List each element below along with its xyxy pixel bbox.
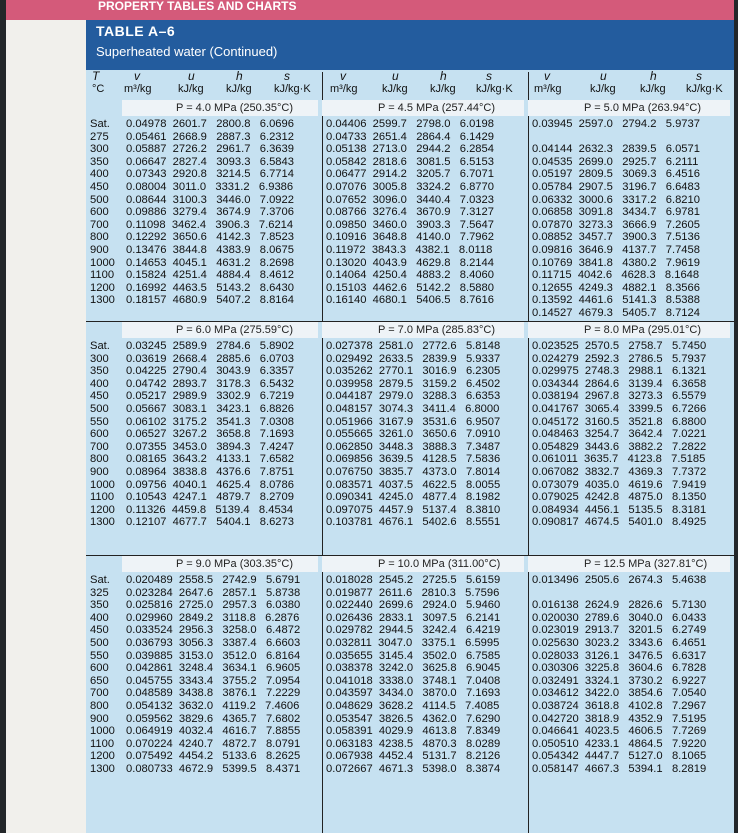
table-row: 0.11972 3843.3 4382.1 8.0118 [326,243,493,256]
table-row: 0.054829 3443.6 3882.2 7.2822 [532,440,707,453]
table-row: 0.07652 3096.0 3440.4 7.0323 [326,193,494,206]
table-row: 0.070224 4240.7 4872.7 8.0791 [126,737,301,750]
col-header-u-3 [590,70,616,96]
table-row: 0.076750 3835.7 4373.0 7.8014 [326,465,501,478]
temperature-column [90,574,115,776]
temperature-cell: 400 [90,168,109,181]
table-row: 0.090341 4245.0 4877.4 8.1982 [326,491,501,504]
table-row: 0.041018 3338.0 3748.1 7.0408 [326,674,501,687]
table-row: 0.064919 4032.4 4616.7 7.8855 [126,725,301,738]
table-row: 0.022440 2699.6 2924.0 5.9460 [326,599,501,612]
table-row: 0.07355 3453.0 3894.3 7.4247 [126,440,294,453]
table-row: 0.045755 3343.4 3755.2 7.0954 [126,674,301,687]
temperature-cell: 450 [90,390,109,403]
table-row: 0.12107 4677.7 5404.1 8.6273 [126,516,294,529]
table-row: 0.11715 4042.6 4628.3 8.1648 [532,269,700,282]
col-symbol-h: h [236,69,243,83]
table-row: 0.042861 3248.4 3634.1 6.9605 [126,662,301,675]
table-row: 0.032811 3047.0 3375.1 6.5995 [326,636,500,649]
table-row: 0.046641 4023.5 4606.5 7.7269 [532,725,707,738]
pressure-data-block [326,340,500,529]
table-row: 0.038194 2967.8 3273.3 6.5579 [532,390,707,403]
table-row: 0.013496 2505.6 2674.3 5.4638 [532,574,707,586]
temperature-cell: 600 [90,428,109,441]
table-row: 0.04406 2599.7 2798.0 6.0198 [326,118,494,130]
table-row: 0.10543 4247.1 4879.7 8.2709 [126,491,294,504]
col-symbol-v: v [544,69,550,83]
temperature-cell: 900 [90,465,109,478]
table-row: 0.036793 3056.3 3387.4 6.6603 [126,636,301,649]
table-row: 0.14064 4250.4 4883.2 8.4060 [326,269,494,282]
table-row: 0.025816 2725.0 2957.3 6.0380 [126,599,301,612]
table-row: 0.029492 2633.5 2839.9 5.9337 [326,352,501,365]
table-row: 0.061011 3635.7 4123.8 7.5185 [532,453,706,466]
table-row: 0.029975 2748.3 2988.1 6.1321 [532,365,707,378]
table-row: 0.030306 3225.8 3604.6 6.7828 [532,662,707,675]
table-row: 0.07343 2920.8 3214.5 6.7714 [126,168,294,181]
table-row: 0.067938 4452.4 5131.7 8.2126 [326,750,501,763]
table-row: 0.042720 3818.9 4352.9 7.5195 [532,712,707,725]
table-row: 0.090817 4674.5 5401.0 8.4925 [532,516,707,529]
temperature-cell: 550 [90,649,109,662]
table-row: 0.09886 3279.4 3674.9 7.3706 [126,206,294,219]
col-symbol-u: u [188,69,195,83]
group-divider [322,72,323,833]
temperature-cell: Sat. [90,574,110,586]
col-symbol-s: s [284,69,290,83]
col-unit-u: kJ/kg [382,83,408,95]
table-row: 0.05138 2713.0 2944.2 6.2854 [326,143,494,156]
table-row: 0.069856 3639.5 4128.5 7.5836 [326,453,501,466]
temperature-cell: 1300 [90,762,115,775]
col-symbol-h: h [650,69,657,83]
table-row: 0.12292 3650.6 4142.3 7.8523 [126,231,294,244]
col-unit-u: kJ/kg [590,83,616,95]
col-header-s-3 [686,70,723,96]
col-symbol-h: h [440,69,447,83]
table-row: 0.18157 4680.9 5407.2 8.8164 [126,294,294,307]
table-row: 0.07076 3005.8 3324.2 6.8770 [326,180,494,193]
temperature-cell: 1200 [90,503,115,516]
table-row: 0.083571 4037.5 4622.5 8.0055 [326,478,501,491]
table-row: 0.05842 2818.6 3081.5 6.5153 [326,155,494,168]
col-unit-h: kJ/kg [430,83,456,95]
table-row: 0.054342 4447.7 5127.0 8.1065 [532,750,707,763]
temperature-cell: 350 [90,365,109,378]
temperature-cell: 275 [90,130,109,143]
pressure-band [528,100,730,116]
col-header-u-1 [178,70,204,96]
table-row: 0.06527 3267.2 3658.8 7.1693 [126,428,294,441]
table-row: 0.06477 2914.2 3205.7 6.7071 [326,168,494,181]
col-unit-s: kJ/kg·K [476,83,513,95]
table-row: 0.13020 4043.9 4629.8 8.2144 [326,256,494,269]
col-symbol-T: T [92,69,100,83]
pressure-title: P = 5.0 MPa (263.94°C) [584,102,702,114]
temperature-cell: 700 [90,218,109,231]
table-row: 0.018028 2545.2 2725.5 5.6159 [326,574,501,586]
temperature-column [90,340,115,529]
pressure-data-block [532,340,706,529]
textbook-page [6,0,734,833]
table-row: 0.103781 4676.1 5402.6 8.5551 [326,516,501,529]
table-row: 0.05217 2989.9 3302.9 6.7219 [126,390,294,403]
temperature-cell: 400 [90,377,109,390]
table-row: 0.043597 3434.0 3870.0 7.1693 [326,687,501,700]
col-header-temperature [92,70,104,96]
temperature-cell: 800 [90,453,109,466]
temperature-cell: 1000 [90,256,115,269]
table-row: 0.039885 3153.0 3512.0 6.8164 [126,649,301,662]
table-row: 0.067082 3832.7 4369.3 7.7372 [532,465,707,478]
temperature-cell: 800 [90,699,109,712]
table-row: 0.13592 4461.6 5141.3 8.5388 [532,294,700,307]
temperature-cell: 800 [90,231,109,244]
col-unit-T: °C [92,83,105,95]
table-row: 0.039958 2879.5 3159.2 6.4502 [326,377,501,390]
temperature-cell: 300 [90,352,109,365]
table-subtitle: Superheated water (Continued) [96,44,278,59]
temperature-cell: 1000 [90,725,115,738]
table-row: 0.048629 3628.2 4114.5 7.4085 [326,699,500,712]
pressure-band [322,322,524,338]
table-row: 0.024279 2592.3 2786.5 5.7937 [532,352,707,365]
col-symbol-s: s [486,69,492,83]
table-row: 0.054132 3632.0 4119.2 7.4606 [126,699,300,712]
col-header-v-1 [124,70,152,96]
table-row: 0.12655 4249.3 4882.1 8.3566 [532,281,700,294]
table-row: 0.023284 2647.6 2857.1 5.8738 [126,586,301,599]
table-row: 0.028033 3126.1 3476.5 6.6317 [532,649,707,662]
temperature-cell: 1200 [90,281,115,294]
col-symbol-v: v [134,69,140,83]
table-row: 0.04144 2632.3 2839.5 6.0571 [532,143,700,156]
col-symbol-s: s [696,69,702,83]
pressure-data-block [326,118,494,307]
table-row: 0.16992 4463.5 5143.2 8.6430 [126,281,294,294]
table-row: 0.06332 3000.6 3317.2 6.8210 [532,193,700,206]
table-row: 0.029782 2944.5 3242.4 6.4219 [326,624,501,637]
table-row: 0.019877 2611.6 2810.3 5.7596 [326,586,500,599]
pressure-band [528,556,730,572]
pressure-title: P = 7.0 MPa (285.83°C) [378,324,496,336]
table-row: 0.10916 3648.8 4140.0 7.7962 [326,231,494,244]
temperature-cell: 1200 [90,750,115,763]
pressure-data-block [532,118,700,320]
temperature-cell: 1100 [90,491,115,504]
table-row: 0.034612 3422.0 3854.6 7.0540 [532,687,707,700]
col-unit-h: kJ/kg [226,83,252,95]
table-row: 0.097075 4457.9 5137.4 8.3810 [326,503,501,516]
pressure-band [122,556,318,572]
temperature-cell: 600 [90,662,109,675]
table-row: 0.035655 3145.4 3502.0 6.7585 [326,649,501,662]
table-row: 0.04535 2699.0 2925.7 6.2111 [532,155,699,168]
temperature-cell: 500 [90,193,109,206]
table-row: 0.05784 2907.5 3196.7 6.6483 [532,180,700,193]
table-row: 0.051966 3167.9 3531.6 6.9507 [326,415,501,428]
table-row: 0.084934 4456.1 5135.5 8.3181 [532,503,707,516]
table-row: 0.035262 2770.1 3016.9 6.2305 [326,365,501,378]
temperature-cell: 1000 [90,478,115,491]
temperature-cell: 400 [90,611,109,624]
temperature-cell: 1300 [90,294,115,307]
table-row: 0.06858 3091.8 3434.7 6.9781 [532,206,700,219]
table-row: 0.045172 3160.5 3521.8 6.8800 [532,415,707,428]
temperature-cell: 650 [90,674,109,687]
table-row: 0.062850 3448.3 3888.3 7.3487 [326,440,501,453]
temperature-column [90,118,115,307]
table-row: 0.072667 4671.3 5398.0 8.3874 [326,762,501,775]
table-row: 0.023019 2913.7 3201.5 6.2749 [532,624,707,637]
col-unit-u: kJ/kg [178,83,204,95]
table-row: 0.063183 4238.5 4870.3 8.0289 [326,737,501,750]
pressure-data-block [532,574,706,776]
pressure-band [122,322,318,338]
table-row: 0.059562 3829.6 4365.7 7.6802 [126,712,301,725]
col-unit-v: m³/kg [124,83,152,95]
temperature-cell: 600 [90,206,109,219]
table-row: 0.048463 3254.7 3642.4 7.0221 [532,428,707,441]
table-row: 0.09850 3460.0 3903.3 7.5647 [326,218,494,231]
temperature-cell: 350 [90,599,109,612]
pressure-title: P = 4.0 MPa (250.35°C) [176,102,294,114]
table-row: 0.034344 2864.6 3139.4 6.3658 [532,377,707,390]
table-row: 0.05461 2668.9 2887.3 6.2312 [126,130,294,143]
table-row: 0.038724 3618.8 4102.8 7.2967 [532,699,707,712]
table-row: 0.08766 3276.4 3670.9 7.3127 [326,206,494,219]
pressure-title: P = 10.0 MPa (311.00°C) [378,558,501,570]
table-row: 0.027378 2581.0 2772.6 5.8148 [326,340,501,352]
pressure-data-block [126,118,294,307]
table-row: 0.09756 4040.1 4625.4 8.0786 [126,478,294,491]
table-row: 0.020489 2558.5 2742.9 5.6791 [126,574,301,586]
table-row: 0.033524 2956.3 3258.0 6.4872 [126,624,301,637]
table-row: 0.079025 4242.8 4875.0 8.1350 [532,491,707,504]
table-label: TABLE A–6 [96,23,176,39]
col-header-v-3 [534,70,562,96]
col-unit-v: m³/kg [330,83,358,95]
table-row: 0.15103 4462.6 5142.2 8.5880 [326,281,494,294]
table-row: 0.14527 4679.3 5405.7 8.7124 [532,306,700,319]
col-header-s-1 [274,70,311,96]
pressure-band [322,100,524,116]
table-row: 0.09816 3646.9 4137.7 7.7458 [532,243,700,256]
table-row: 0.08165 3643.2 4133.1 7.6582 [126,453,294,466]
table-row: 0.14653 4045.1 4631.2 8.2698 [126,256,294,269]
table-row: 0.10769 3841.8 4380.2 7.9619 [532,256,700,269]
table-row: 0.032491 3324.1 3730.2 6.9227 [532,674,707,687]
chapter-header [6,0,734,20]
col-unit-s: kJ/kg·K [686,83,723,95]
col-header-h-3 [640,70,666,96]
col-unit-s: kJ/kg·K [274,83,311,95]
col-header-u-2 [382,70,408,96]
table-row: 0.04225 2790.4 3043.9 6.3357 [126,365,294,378]
col-symbol-u: u [392,69,399,83]
table-row: 0.05667 3083.1 3423.1 6.8826 [126,402,294,415]
table-row: 0.080733 4672.9 5399.5 8.4371 [126,762,301,775]
table-row: 0.055665 3261.0 3650.6 7.0910 [326,428,501,441]
col-unit-v: m³/kg [534,83,562,95]
table-row: 0.050510 4233.1 4864.5 7.9220 [532,737,707,750]
table-row: 0.016138 2624.9 2826.6 5.7130 [532,599,707,612]
temperature-cell: 300 [90,143,109,156]
pressure-band [528,322,730,338]
table-row: 0.08644 3100.3 3446.0 7.0922 [126,193,294,206]
col-header-v-2 [330,70,358,96]
temperature-cell: 700 [90,687,109,700]
pressure-title: P = 4.5 MPa (257.44°C) [378,102,496,114]
table-row: 0.06647 2827.4 3093.3 6.5843 [126,155,294,168]
table-row: 0.07870 3273.3 3666.9 7.2605 [532,218,700,231]
table-row: 0.023525 2570.5 2758.7 5.7450 [532,340,707,352]
table-row: 0.03945 2597.0 2794.2 5.9737 [532,118,700,130]
table-row: 0.08852 3457.7 3900.3 7.5136 [532,231,700,244]
pressure-band [322,556,524,572]
temperature-cell: 500 [90,402,109,415]
table-row: 0.048157 3074.3 3411.4 6.8000 [326,402,500,415]
pressure-data-block [126,340,294,529]
table-row: 0.048589 3438.8 3876.1 7.2229 [126,687,301,700]
table-row: 0.04978 2601.7 2800.8 6.0696 [126,118,294,130]
table-row: 0.13476 3844.8 4383.9 8.0675 [126,243,294,256]
table-row: 0.06102 3175.2 3541.3 7.0308 [126,415,294,428]
temperature-cell: 450 [90,180,109,193]
temperature-cell: 450 [90,624,109,637]
col-symbol-v: v [340,69,346,83]
table-row: 0.075492 4454.2 5133.6 8.2625 [126,750,301,763]
temperature-cell: 350 [90,155,109,168]
table-row: 0.08964 3838.8 4376.6 7.8751 [126,465,294,478]
table-row: 0.15824 4251.4 4884.4 8.4612 [126,269,294,282]
pressure-title: P = 9.0 MPa (303.35°C) [176,558,294,570]
table-row: 0.03245 2589.9 2784.6 5.8902 [126,340,294,352]
group-divider [528,72,529,833]
temperature-cell: 550 [90,415,109,428]
table-row: 0.073079 4035.0 4619.6 7.9419 [532,478,707,491]
col-unit-h: kJ/kg [640,83,666,95]
pressure-band [122,100,318,116]
temperature-cell: Sat. [90,118,110,130]
table-row: 0.058391 4029.9 4613.8 7.8349 [326,725,501,738]
table-row: 0.020030 2789.6 3040.0 6.0433 [532,611,707,624]
temperature-cell: 700 [90,440,109,453]
pressure-data-block [126,574,300,776]
col-header-h-1 [226,70,252,96]
col-header-h-2 [430,70,456,96]
pressure-title: P = 6.0 MPa (275.59°C) [176,324,294,336]
table-row: 0.053547 3826.5 4362.0 7.6290 [326,712,501,725]
table-row: 0.044187 2979.0 3288.3 6.6353 [326,390,501,403]
chapter-title: PROPERTY TABLES AND CHARTS [98,0,297,13]
table-row: 0.05197 2809.5 3069.3 6.4516 [532,168,700,181]
temperature-cell: 1100 [90,269,115,282]
pressure-title: P = 12.5 MPa (327.81°C) [584,558,708,570]
table-row: 0.029960 2849.2 3118.8 6.2876 [126,611,300,624]
temperature-cell: Sat. [90,340,110,352]
temperature-cell: 325 [90,586,109,599]
table-row: 0.16140 4680.1 5406.5 8.7616 [326,294,494,307]
table-row [532,587,706,600]
table-row: 0.041767 3065.4 3399.5 6.7266 [532,402,707,415]
table-row: 0.03619 2668.4 2885.6 6.0703 [126,352,294,365]
temperature-cell: 1300 [90,516,115,529]
table-row: 0.026436 2833.1 3097.5 6.2141 [326,611,501,624]
col-header-s-2 [476,70,513,96]
table-row: 0.04733 2651.4 2864.4 6.1429 [326,130,494,143]
table-row: 0.11326 4459.8 5139.4 8.4534 [126,503,294,516]
table-row [532,131,700,144]
table-row: 0.038378 3242.0 3625.8 6.9045 [326,662,501,675]
temperature-cell: 500 [90,636,109,649]
table-row: 0.11098 3462.4 3906.3 7.6214 [126,218,294,231]
table-row: 0.05887 2726.2 2961.7 6.3639 [126,143,294,156]
temperature-cell: 1100 [90,737,115,750]
table-row: 0.025630 3023.2 3343.6 6.4651 [532,636,707,649]
temperature-cell: 900 [90,712,109,725]
pressure-title: P = 8.0 MPa (295.01°C) [584,324,702,336]
col-symbol-u: u [600,69,607,83]
table-row: 0.08004 3011.0 3331.2 6.9386 [126,180,294,193]
table-row: 0.04742 2893.7 3178.3 6.5432 [126,377,294,390]
temperature-cell: 900 [90,243,109,256]
pressure-data-block [326,574,500,776]
table-row: 0.058147 4667.3 5394.1 8.2819 [532,762,707,775]
